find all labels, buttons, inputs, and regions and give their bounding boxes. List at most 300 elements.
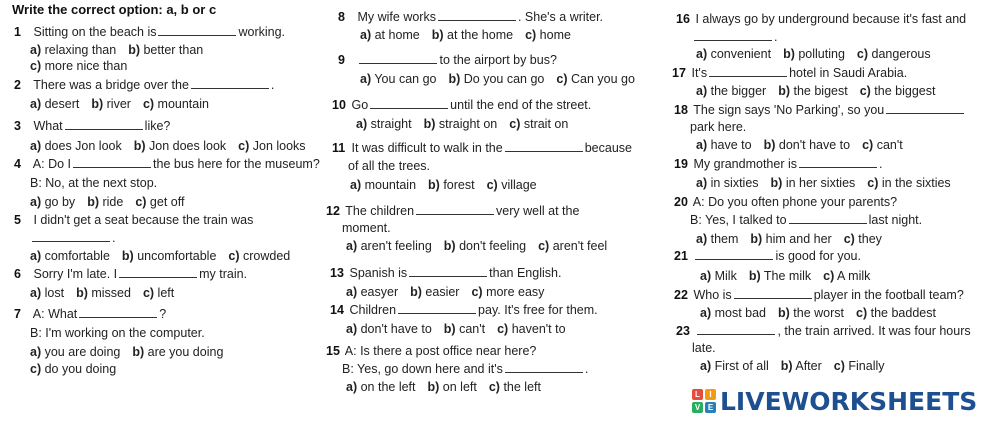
answer-blank[interactable] bbox=[697, 323, 775, 335]
option-letter: b) bbox=[428, 178, 440, 192]
option-text: river bbox=[103, 97, 131, 111]
question-number: 1 bbox=[14, 25, 21, 39]
question-text: The sign says 'No Parking', so you bbox=[693, 103, 885, 117]
question-text: It's bbox=[691, 66, 708, 80]
option-text: do you doing bbox=[41, 362, 117, 376]
option-text: don't feeling bbox=[455, 239, 527, 253]
options-row bbox=[700, 358, 897, 374]
answer-option[interactable] bbox=[448, 72, 544, 86]
answer-option[interactable] bbox=[135, 195, 184, 209]
question-number: 7 bbox=[14, 307, 21, 321]
option-text: more nice than bbox=[41, 59, 128, 73]
option-text: You can go bbox=[371, 72, 437, 86]
option-letter: a) bbox=[696, 176, 708, 190]
question-text-after-blank: . bbox=[584, 362, 589, 376]
options-row bbox=[30, 194, 196, 210]
options-row bbox=[700, 305, 948, 321]
question-text: B: No, at the next stop. bbox=[30, 176, 158, 190]
answer-blank[interactable] bbox=[886, 102, 964, 114]
answer-blank[interactable] bbox=[32, 230, 110, 242]
answer-blank[interactable] bbox=[359, 52, 437, 64]
answer-option[interactable] bbox=[823, 269, 870, 283]
answer-option[interactable] bbox=[428, 380, 477, 394]
question-text: Children bbox=[349, 303, 397, 317]
question-text: Sitting on the beach is bbox=[33, 25, 157, 39]
question-number: 18 bbox=[674, 103, 688, 117]
question-number: 3 bbox=[14, 119, 21, 133]
option-text: can't bbox=[455, 322, 486, 336]
option-letter: b) bbox=[128, 43, 140, 57]
option-letter: c) bbox=[509, 117, 521, 131]
option-text: Milk bbox=[711, 269, 737, 283]
answer-option[interactable] bbox=[696, 47, 771, 61]
question-text-after-blank: because bbox=[584, 141, 632, 155]
option-letter: a) bbox=[30, 43, 42, 57]
question-number: 11 bbox=[332, 141, 346, 155]
option-letter: a) bbox=[30, 195, 42, 209]
answer-option[interactable] bbox=[143, 286, 174, 300]
answer-option[interactable] bbox=[696, 138, 752, 152]
option-text: the left bbox=[499, 380, 541, 394]
answer-option[interactable] bbox=[696, 84, 766, 98]
option-letter: a) bbox=[356, 117, 368, 131]
option-letter: a) bbox=[30, 249, 42, 263]
answer-option[interactable] bbox=[346, 239, 432, 253]
answer-option[interactable] bbox=[856, 306, 936, 320]
question-number: 12 bbox=[326, 204, 340, 218]
option-text: most bad bbox=[711, 306, 767, 320]
answer-option[interactable] bbox=[764, 138, 850, 152]
answer-option[interactable] bbox=[122, 249, 217, 263]
option-text: dangerous bbox=[868, 47, 931, 61]
answer-option[interactable] bbox=[128, 43, 203, 57]
option-letter: a) bbox=[350, 178, 362, 192]
answer-blank[interactable] bbox=[789, 212, 867, 224]
answer-option[interactable] bbox=[30, 195, 75, 209]
answer-option[interactable] bbox=[700, 359, 769, 373]
option-text: straight on bbox=[435, 117, 498, 131]
question-17 bbox=[672, 65, 907, 81]
options-row bbox=[696, 83, 947, 99]
option-text: easyer bbox=[357, 285, 399, 299]
option-text: in sixties bbox=[707, 176, 759, 190]
answer-option[interactable] bbox=[30, 139, 122, 153]
answer-option[interactable] bbox=[432, 28, 513, 42]
question-text-after-blank: the bus here for the museum? bbox=[153, 157, 320, 171]
question-text: Spanish is bbox=[349, 266, 408, 280]
option-letter: c) bbox=[238, 139, 250, 153]
option-letter: b) bbox=[423, 117, 436, 131]
option-letter: a) bbox=[696, 47, 708, 61]
option-letter: a) bbox=[700, 359, 712, 373]
answer-option[interactable] bbox=[30, 59, 127, 73]
option-letter: b) bbox=[76, 286, 88, 300]
option-letter: b) bbox=[780, 359, 793, 373]
option-text: forest bbox=[439, 178, 475, 192]
option-letter: b) bbox=[87, 195, 99, 209]
question-text: A: What bbox=[32, 307, 78, 321]
answer-option[interactable] bbox=[487, 178, 537, 192]
answer-blank[interactable] bbox=[416, 203, 494, 215]
question-text-after-blank: hotel in Saudi Arabia. bbox=[789, 66, 908, 80]
answer-blank[interactable] bbox=[694, 29, 772, 41]
question-text-after-blank: than English. bbox=[489, 266, 562, 280]
answer-blank[interactable] bbox=[505, 140, 583, 152]
answer-option[interactable] bbox=[783, 47, 845, 61]
answer-option[interactable] bbox=[346, 322, 432, 336]
answer-option[interactable] bbox=[509, 117, 568, 131]
question-10 bbox=[332, 97, 591, 113]
answer-blank[interactable] bbox=[119, 266, 197, 278]
option-letter: b) bbox=[133, 139, 146, 153]
option-text: The milk bbox=[760, 269, 812, 283]
question-number: 23 bbox=[676, 324, 690, 338]
answer-option[interactable] bbox=[700, 269, 737, 283]
options-row bbox=[696, 231, 894, 247]
answer-option[interactable] bbox=[444, 322, 485, 336]
answer-option[interactable] bbox=[489, 380, 541, 394]
option-letter: a) bbox=[30, 139, 42, 153]
answer-option[interactable] bbox=[428, 178, 475, 192]
answer-option[interactable] bbox=[356, 117, 412, 131]
question-number: 14 bbox=[330, 303, 344, 317]
answer-option[interactable] bbox=[844, 232, 882, 246]
question-20 bbox=[674, 194, 897, 210]
option-text: him and her bbox=[762, 232, 832, 246]
question-text: B: Yes, go down here and it's bbox=[342, 362, 503, 376]
answer-option[interactable] bbox=[857, 47, 931, 61]
answer-option[interactable] bbox=[238, 139, 305, 153]
question-18 bbox=[674, 102, 966, 118]
question-text: park here. bbox=[690, 120, 747, 134]
question-23 bbox=[676, 323, 971, 339]
option-text: don't have to bbox=[357, 322, 432, 336]
answer-option[interactable] bbox=[30, 362, 116, 376]
option-text: in her sixties bbox=[782, 176, 856, 190]
options-row bbox=[346, 238, 619, 254]
answer-option[interactable] bbox=[538, 239, 607, 253]
answer-option[interactable] bbox=[834, 359, 885, 373]
question-14 bbox=[330, 302, 598, 318]
question-text-after-blank: last night. bbox=[868, 213, 923, 227]
question-text-after-blank: , the train arrived. It was four hours bbox=[777, 324, 971, 338]
question-text: What bbox=[33, 119, 63, 133]
option-letter: a) bbox=[696, 84, 708, 98]
option-letter: c) bbox=[488, 380, 500, 394]
option-letter: c) bbox=[843, 232, 855, 246]
answer-option[interactable] bbox=[30, 345, 120, 359]
option-text: uncomfortable bbox=[133, 249, 217, 263]
answer-option[interactable] bbox=[867, 176, 950, 190]
option-text: you are doing bbox=[41, 345, 121, 359]
question-text-after-blank: player in the football team? bbox=[813, 288, 964, 302]
answer-option[interactable] bbox=[346, 380, 416, 394]
answer-option[interactable] bbox=[360, 72, 436, 86]
question-text-after-blank: . bbox=[270, 78, 275, 92]
option-letter: a) bbox=[346, 322, 358, 336]
question-text: It was difficult to walk in the bbox=[351, 141, 503, 155]
option-text: strait on bbox=[520, 117, 569, 131]
question-15 bbox=[326, 343, 536, 359]
answer-option[interactable] bbox=[134, 139, 226, 153]
question-22 bbox=[674, 287, 964, 303]
option-letter: b) bbox=[783, 47, 795, 61]
answer-option[interactable] bbox=[30, 249, 110, 263]
option-letter: c) bbox=[856, 47, 869, 61]
option-letter: b) bbox=[410, 285, 422, 299]
answer-blank[interactable] bbox=[191, 77, 269, 89]
question-text-after-blank: is good for you. bbox=[775, 249, 861, 263]
answer-option[interactable] bbox=[132, 345, 223, 359]
answer-option[interactable] bbox=[360, 28, 420, 42]
option-text: the worst bbox=[789, 306, 845, 320]
answer-blank[interactable] bbox=[438, 9, 516, 21]
answer-blank[interactable] bbox=[734, 287, 812, 299]
answer-blank[interactable] bbox=[709, 65, 787, 77]
option-letter: b) bbox=[778, 306, 790, 320]
option-letter: c) bbox=[823, 269, 835, 283]
question-number: 10 bbox=[332, 98, 346, 112]
options-row bbox=[346, 321, 578, 337]
option-text: Finally bbox=[844, 359, 885, 373]
answer-option[interactable] bbox=[30, 286, 64, 300]
question-16 bbox=[676, 11, 966, 27]
option-text: they bbox=[854, 232, 882, 246]
question-9 bbox=[338, 52, 557, 68]
options-row bbox=[30, 42, 215, 58]
question-text: Who is bbox=[693, 288, 732, 302]
answer-blank[interactable] bbox=[65, 118, 143, 130]
option-letter: c) bbox=[867, 176, 879, 190]
option-text: home bbox=[536, 28, 571, 42]
question-text: B: Yes, I talked to bbox=[690, 213, 787, 227]
option-letter: a) bbox=[700, 306, 712, 320]
option-text: don't have to bbox=[775, 138, 851, 152]
answer-option[interactable] bbox=[696, 176, 759, 190]
question-number: 8 bbox=[338, 10, 345, 24]
answer-option[interactable] bbox=[30, 43, 116, 57]
answer-option[interactable] bbox=[444, 239, 526, 253]
option-letter: b) bbox=[770, 176, 783, 190]
question-1 bbox=[14, 24, 285, 40]
answer-option[interactable] bbox=[471, 285, 544, 299]
question-number: 19 bbox=[674, 157, 688, 171]
question-2 bbox=[14, 77, 274, 93]
answer-blank[interactable] bbox=[398, 302, 476, 314]
option-text: First of all bbox=[711, 359, 769, 373]
option-text: Jon looks bbox=[249, 139, 306, 153]
question-text: Sorry I'm late. I bbox=[33, 267, 118, 281]
question-11 bbox=[332, 140, 632, 156]
option-letter: c) bbox=[859, 84, 871, 98]
option-text: at home bbox=[371, 28, 420, 42]
answer-option[interactable] bbox=[91, 97, 131, 111]
answer-blank[interactable] bbox=[409, 265, 487, 277]
option-letter: c) bbox=[556, 72, 568, 86]
question-line-2 bbox=[690, 119, 746, 135]
option-letter: a) bbox=[30, 286, 42, 300]
question-text-after-blank: like? bbox=[144, 119, 171, 133]
question-text-after-blank: . She's a writer. bbox=[517, 10, 604, 24]
question-text-after-blank: pay. It's free for them. bbox=[478, 303, 598, 317]
option-text: are you doing bbox=[144, 345, 224, 359]
options-row bbox=[346, 284, 556, 300]
option-letter: c) bbox=[538, 239, 550, 253]
answer-option[interactable] bbox=[350, 178, 416, 192]
option-letter: a) bbox=[30, 345, 42, 359]
question-text: There was a bridge over the bbox=[33, 78, 189, 92]
answer-option[interactable] bbox=[781, 359, 822, 373]
option-text: does Jon look bbox=[41, 139, 122, 153]
option-text: on the left bbox=[357, 380, 416, 394]
question-number: 13 bbox=[330, 266, 344, 280]
question-number: 5 bbox=[14, 213, 21, 227]
logo-letter-l: L bbox=[692, 389, 703, 400]
option-text: get off bbox=[146, 195, 185, 209]
option-letter: c) bbox=[228, 249, 240, 263]
question-line-2 bbox=[692, 340, 716, 356]
option-text: lost bbox=[41, 286, 65, 300]
question-text: moment. bbox=[342, 221, 391, 235]
option-text: relaxing than bbox=[41, 43, 117, 57]
options-row bbox=[30, 344, 235, 360]
options-row bbox=[30, 285, 186, 301]
liveworksheets-logo bbox=[692, 386, 977, 416]
question-line-2 bbox=[30, 325, 205, 341]
option-letter: a) bbox=[346, 285, 358, 299]
answer-option[interactable] bbox=[346, 285, 398, 299]
option-text: left bbox=[154, 286, 175, 300]
options-row bbox=[696, 46, 943, 62]
option-text: aren't feel bbox=[549, 239, 608, 253]
option-letter: c) bbox=[30, 362, 42, 376]
question-line-2 bbox=[342, 361, 588, 377]
option-letter: b) bbox=[431, 28, 444, 42]
question-text: My wife works bbox=[357, 10, 436, 24]
question-text-after-blank: to the airport by bus? bbox=[439, 53, 557, 67]
answer-blank[interactable] bbox=[505, 361, 583, 373]
answer-option[interactable] bbox=[410, 285, 459, 299]
option-text: desert bbox=[41, 97, 80, 111]
question-text: late. bbox=[692, 341, 716, 355]
question-number: 21 bbox=[674, 249, 688, 263]
question-line-2: . bbox=[30, 230, 115, 246]
question-number: 20 bbox=[674, 195, 688, 209]
option-letter: a) bbox=[696, 138, 708, 152]
option-letter: c) bbox=[30, 59, 42, 73]
question-number: 22 bbox=[674, 288, 688, 302]
question-text: The children bbox=[345, 204, 415, 218]
option-text: comfortable bbox=[41, 249, 110, 263]
option-text: have to bbox=[707, 138, 752, 152]
option-letter: a) bbox=[346, 239, 358, 253]
options-row bbox=[30, 58, 139, 74]
option-letter: c) bbox=[471, 285, 483, 299]
answer-option[interactable] bbox=[860, 84, 936, 98]
options-row bbox=[360, 27, 583, 43]
option-letter: b) bbox=[121, 249, 134, 263]
question-8 bbox=[338, 9, 603, 25]
question-text: A: Is there a post office near here? bbox=[344, 344, 537, 358]
answer-option[interactable] bbox=[778, 84, 848, 98]
question-number: 15 bbox=[326, 344, 340, 358]
answer-option[interactable] bbox=[87, 195, 123, 209]
answer-option[interactable] bbox=[556, 72, 635, 86]
answer-option[interactable] bbox=[696, 232, 738, 246]
question-19 bbox=[674, 156, 882, 172]
question-text: A: Do you often phone your parents? bbox=[692, 195, 898, 209]
option-letter: b) bbox=[778, 84, 791, 98]
option-text: After bbox=[792, 359, 822, 373]
answer-option[interactable] bbox=[862, 138, 903, 152]
option-letter: a) bbox=[360, 28, 372, 42]
option-text: village bbox=[497, 178, 537, 192]
answer-option[interactable] bbox=[525, 28, 571, 42]
option-text: better than bbox=[140, 43, 204, 57]
answer-option[interactable] bbox=[750, 232, 831, 246]
answer-option[interactable] bbox=[424, 117, 498, 131]
option-text: Can you go bbox=[567, 72, 635, 86]
answer-blank[interactable] bbox=[370, 97, 448, 109]
option-letter: c) bbox=[862, 138, 874, 152]
option-letter: a) bbox=[696, 232, 708, 246]
question-text-after-blank: until the end of the street. bbox=[450, 98, 592, 112]
option-text: the baddest bbox=[867, 306, 936, 320]
option-letter: b) bbox=[443, 322, 456, 336]
option-text: in the sixties bbox=[878, 176, 951, 190]
answer-option[interactable] bbox=[228, 249, 290, 263]
question-text-after-blank: ? bbox=[159, 307, 167, 321]
answer-blank[interactable] bbox=[158, 24, 236, 36]
option-text: aren't feeling bbox=[357, 239, 432, 253]
logo-text: LIVEWORKSHEETS bbox=[720, 386, 978, 416]
answer-blank[interactable] bbox=[695, 248, 773, 260]
option-letter: c) bbox=[142, 97, 155, 111]
options-row bbox=[346, 379, 553, 395]
answer-option[interactable] bbox=[778, 306, 844, 320]
options-row bbox=[30, 361, 128, 377]
question-number: 6 bbox=[14, 267, 21, 281]
question-number: 4 bbox=[14, 157, 21, 171]
question-line-2: . bbox=[692, 29, 777, 45]
question-3 bbox=[14, 118, 170, 134]
logo-letter-v: V bbox=[692, 402, 703, 413]
page-title: Write the correct option: a, b or c bbox=[12, 2, 217, 17]
option-text: them bbox=[707, 232, 739, 246]
option-letter: a) bbox=[346, 380, 358, 394]
answer-option[interactable] bbox=[76, 286, 131, 300]
answer-option[interactable] bbox=[700, 306, 766, 320]
option-letter: b) bbox=[91, 97, 104, 111]
option-text: mountain bbox=[361, 178, 417, 192]
options-row bbox=[360, 71, 647, 87]
option-letter: c) bbox=[856, 306, 868, 320]
answer-option[interactable] bbox=[143, 97, 209, 111]
option-text: more easy bbox=[482, 285, 545, 299]
option-text: go by bbox=[41, 195, 76, 209]
question-text: A: Do I bbox=[32, 157, 72, 171]
answer-option[interactable] bbox=[497, 322, 565, 336]
answer-blank[interactable] bbox=[73, 156, 151, 168]
option-letter: b) bbox=[132, 345, 145, 359]
answer-option[interactable] bbox=[30, 97, 79, 111]
answer-blank[interactable] bbox=[799, 156, 877, 168]
answer-blank[interactable] bbox=[79, 306, 157, 318]
answer-option[interactable] bbox=[749, 269, 811, 283]
option-letter: c) bbox=[497, 322, 509, 336]
question-7 bbox=[14, 306, 166, 322]
answer-option[interactable] bbox=[771, 176, 856, 190]
